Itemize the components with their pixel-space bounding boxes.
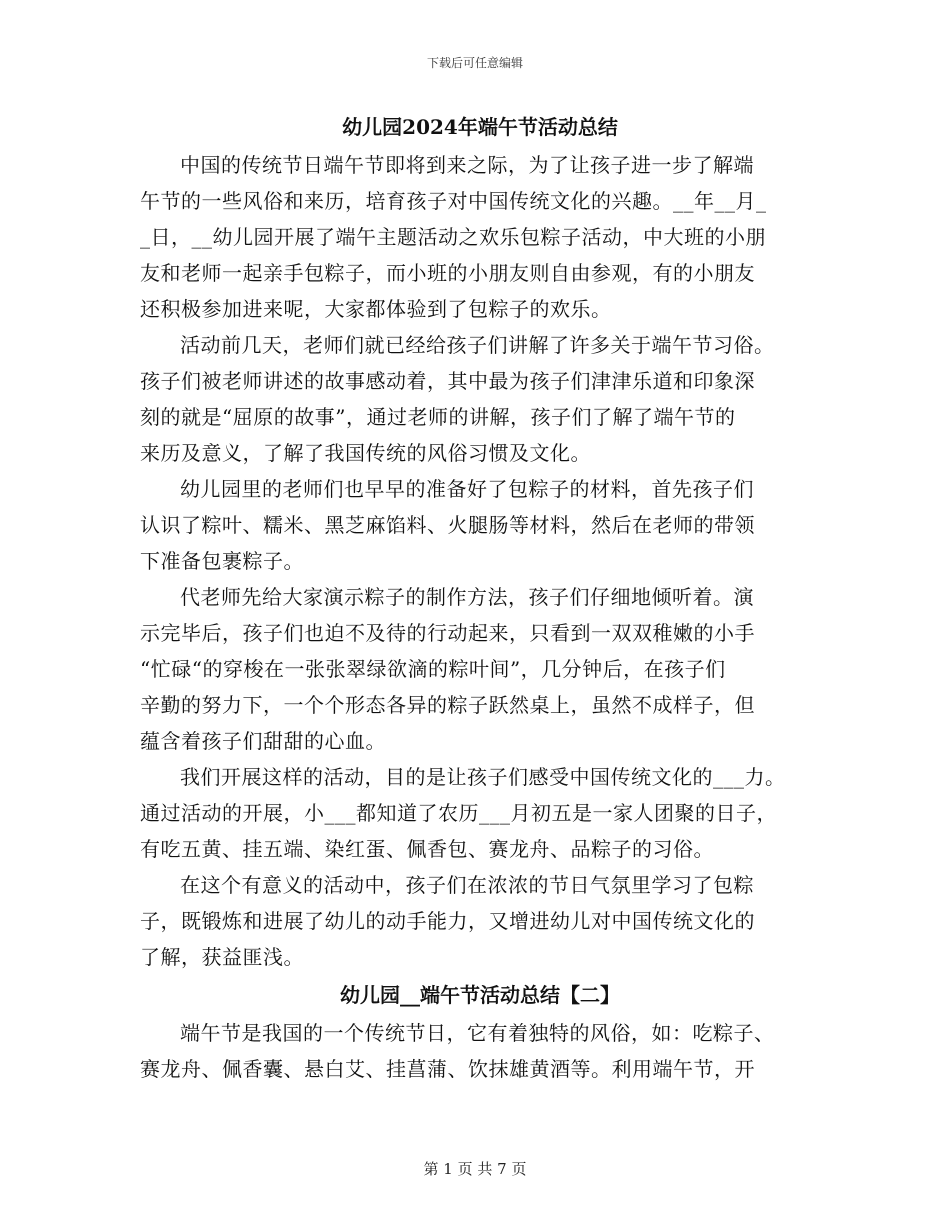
- paragraph: [140, 327, 820, 471]
- paragraph-line: 端午节是我国的一个传统节日，它有着独特的风俗，如：吃粽子、: [180, 1021, 775, 1045]
- paragraph: [140, 579, 820, 759]
- section-one: [140, 147, 820, 975]
- paragraph-line: 友和老师一起亲手包粽子，而小班的小朋友则自由参观，有的小朋友: [140, 261, 755, 285]
- paragraph-line: “忙碌“的穿梭在一张张翠绿欲滴的粽叶间”，几分钟后，在孩子们: [140, 657, 726, 681]
- paragraph: [140, 1015, 820, 1087]
- paragraph: [140, 471, 820, 579]
- paragraph-line: 辛勤的努力下，一个个形态各异的粽子跃然桌上，虽然不成样子，但: [140, 693, 755, 717]
- paragraph-line: 刻的就是“屈原的故事”，通过老师的讲解，孩子们了解了端午节的: [140, 405, 736, 429]
- paragraph-line: 午节的一些风俗和来历，培育孩子对中国传统文化的兴趣。__年__月_: [140, 189, 767, 213]
- paragraph-line: 还积极参加进来呢，大家都体验到了包粽子的欢乐。: [140, 297, 612, 321]
- paragraph: [140, 759, 820, 867]
- document-title: 幼儿园2024年端午节活动总结: [342, 115, 618, 139]
- paragraph-line: 幼儿园里的老师们也早早的准备好了包粽子的材料，首先孩子们: [180, 477, 754, 501]
- paragraph-line: _日，__幼儿园开展了端午主题活动之欢乐包粽子活动，中大班的小朋: [140, 225, 766, 249]
- paragraph-line: 示完毕后，孩子们也迫不及待的行动起来，只看到一双双稚嫩的小手: [140, 621, 755, 645]
- paragraph: [140, 867, 820, 975]
- paragraph-line: 活动前几天，老师们就已经给孩子们讲解了许多关于端午节习俗。: [180, 333, 775, 357]
- paragraph-line: 孩子们被老师讲述的故事感动着，其中最为孩子们津津乐道和印象深: [140, 369, 755, 393]
- page-header: 下载后可任意编辑: [426, 56, 523, 70]
- section-two: [140, 1015, 820, 1087]
- paragraph-line: 中国的传统节日端午节即将到来之际，为了让孩子进一步了解端: [180, 153, 754, 177]
- section-two-title: 幼儿园__端午节活动总结【二】: [340, 983, 620, 1007]
- paragraph-line: 了解，获益匪浅。: [140, 945, 304, 969]
- paragraph-line: 代老师先给大家演示粽子的制作方法，孩子们仔细地倾听着。演: [180, 585, 754, 609]
- paragraph-line: 下准备包裹粽子。: [140, 549, 304, 573]
- paragraph-line: 赛龙舟、佩香囊、悬白艾、挂菖蒲、饮抹雄黄酒等。利用端午节，开: [140, 1057, 755, 1081]
- paragraph-line: 通过活动的开展，小___都知道了农历___月初五是一家人团聚的日子，: [140, 801, 777, 825]
- paragraph-line: 来历及意义，了解了我国传统的风俗习惯及文化。: [140, 441, 591, 465]
- paragraph-line: 我们开展这样的活动，目的是让孩子们感受中国传统文化的___力。: [180, 765, 786, 789]
- paragraph-line: 在这个有意义的活动中，孩子们在浓浓的节日气氛里学习了包粽: [180, 873, 754, 897]
- paragraph-line: 子，既锻炼和进展了幼儿的动手能力，又增进幼儿对中国传统文化的: [140, 909, 755, 933]
- paragraph-line: 蕴含着孩子们甜甜的心血。: [140, 729, 386, 753]
- paragraph-line: 有吃五黄、挂五端、染红蛋、佩香包、赛龙舟、品粽子的习俗。: [140, 837, 714, 861]
- page-footer: 第 1 页 共 7 页: [423, 1160, 527, 1178]
- paragraph: [140, 147, 820, 327]
- document-body: [140, 107, 820, 1087]
- paragraph-line: 认识了粽叶、糯米、黑芝麻馅料、火腿肠等材料，然后在老师的带领: [140, 513, 755, 537]
